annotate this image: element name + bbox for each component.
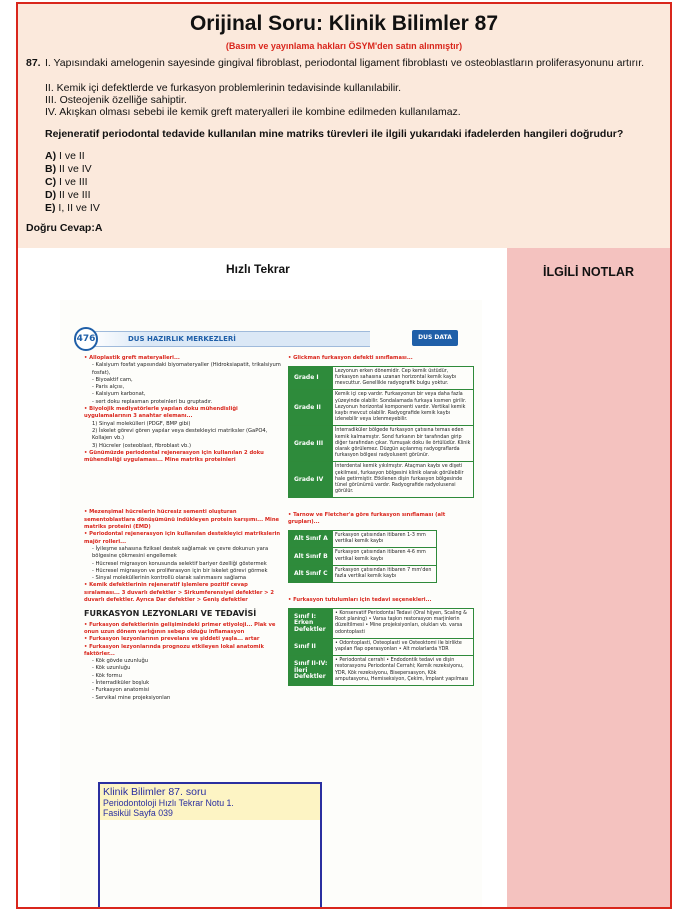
- review-title: Hızlı Tekrar: [226, 262, 290, 276]
- book-line: • Kemik defektlerinin rejeneratif işlemlere pozitif cevap sıralaması... 3 duvarlı defektler > Sirkumferensiyel defektler > 2 duvarlı defektler. Ayrıca Dar defektler > Geniş defektler: [84, 582, 274, 604]
- statement-2: II. Kemik içi defektlerde ve furkasyon problemlerinin tedavisinde kullanılabilir.: [45, 82, 402, 94]
- book-line: 1) Sinyal molekülleri (PDGF, BMP gibi): [92, 420, 191, 427]
- callout-line-3: Fasikül Sayfa 039: [103, 808, 173, 818]
- question-panel: [18, 4, 670, 248]
- row-description: Furkasyon çatısından itibaren 1-3 mm vertikal kemik kaybı: [333, 531, 437, 548]
- book-line: - Paris alçısı,: [92, 384, 125, 391]
- book-line: - Kök gövde uzunluğu: [92, 658, 149, 665]
- book-line: - Servikal mine projeksiyonları: [92, 694, 171, 701]
- page-frame: [16, 2, 672, 909]
- table-row: [289, 548, 437, 565]
- table-row: [289, 656, 474, 686]
- book-line: - Biyoaktif cam,: [92, 376, 133, 383]
- option-e: [45, 202, 100, 214]
- book-line: • Furkasyon defektlerinin gelişimindeki primer etiyoloji... Plak ve onun uzun dönem varlığının sebep olduğu inflamasyon: [84, 621, 276, 635]
- book-page-image: [60, 300, 482, 909]
- table-row: [289, 638, 474, 655]
- row-description: Furkasyon çatısından itibaren 4-6 mm vertikal kemik kaybı: [333, 548, 437, 565]
- row-description: Furkasyon çatısından itibaren 7 mm'den fazla vertikal kemik kaybı: [333, 565, 437, 582]
- glickman-title: • Glickman furkasyon defekti sınıflaması...: [288, 355, 413, 361]
- book-line: [84, 473, 284, 482]
- book-line: • Furkasyon lezyonlarının prevelans ve şiddeti yaşla... artar: [84, 636, 260, 643]
- table-row: [289, 390, 474, 426]
- callout-line-1: Klinik Bilimler 87. soru: [103, 786, 207, 798]
- correct-answer: Doğru Cevap:A: [26, 222, 103, 234]
- book-line: • Mezenşimal hücrelerin hücresiz sementi oluşturan sementoblastlara dönüşümünü indükleyen protein karışımı... Mine matriks proteini (EMD): [84, 509, 280, 531]
- row-grade: Alt Sınıf B: [289, 548, 333, 565]
- book-line: [84, 491, 284, 500]
- book-line: [84, 464, 284, 473]
- tarnow-title: • Tarnow ve Fletcher'a göre furkasyon sınıflaması (alt grupları)...: [288, 512, 446, 526]
- row-grade: Grade IV: [289, 462, 333, 498]
- option-text: I, II ve IV: [55, 202, 100, 214]
- glickman-table: [288, 366, 474, 499]
- row-grade: Alt Sınıf A: [289, 531, 333, 548]
- notes-title: İLGİLİ NOTLAR: [543, 265, 634, 279]
- option-letter: D): [45, 189, 57, 201]
- book-header: DUS HAZIRLIK MERKEZLERİ: [90, 331, 370, 347]
- row-grade: Grade I: [289, 366, 333, 390]
- row-description: • Konservatif Periodontal Tedavi (Oral hijyen, Scaling & Root planing) • Varsa taşkın restorasyon marjinlerin düzeltilmesi • Mine projeksiyonları, olukları vb. varsa odontoplasti: [333, 609, 474, 639]
- callout-label: [100, 784, 320, 820]
- book-page-number: 476: [74, 327, 98, 351]
- option-letter: B): [45, 163, 57, 175]
- book-line: - Sinyal moleküllerinin kontrollü olarak salınmasını sağlama: [92, 575, 247, 582]
- copyright-note: (Basım ve yayınlama hakları ÖSYM'den satın alınmıştır): [225, 41, 463, 51]
- treatment-title: • Furkasyon tutulumları için tedavi seçenekleri...: [288, 597, 432, 604]
- option-c: [45, 176, 88, 188]
- book-line: • Alloplastik greft materyalleri...: [84, 355, 180, 361]
- statement-3: III. Osteojenik özelliğe sahiptir.: [45, 94, 187, 106]
- book-line: - Kök uzunluğu: [92, 665, 131, 672]
- book-left-column: [84, 355, 284, 702]
- table-row: [289, 609, 474, 639]
- statement-1: I. Yapısındaki amelogenin sayesinde gingival fibroblast, periodontal ligament fibroblastı ve osteoblastların proliferasyonunu artırır.: [45, 57, 645, 69]
- book-line: - Hücresel migrasyon ve proliferasyon için bir iskelet görevi görmek: [92, 567, 268, 574]
- row-grade: Grade III: [289, 426, 333, 462]
- book-line: - Kök formu: [92, 672, 122, 679]
- row-grade: Sınıf II: [289, 638, 333, 655]
- book-line: 3) Hücreler (osteoblast, fibroblast vb.): [92, 442, 191, 449]
- row-description: • Periodontal cerrahi • Endodontik tedavi ve dişin restorasyonu Periodontal Cerrahi; Kemik rezeksiyonu, YDR, Kök rezeksiyonu, Bisepersasyon, Kök amputasyonu, Hemiseksiyon, Çekim, İmplant yapılması: [333, 656, 474, 686]
- option-letter: E): [45, 202, 56, 214]
- row-grade: Alt Sınıf C: [289, 565, 333, 582]
- book-line: - sert doku replasman proteinleri bu gruptadır.: [92, 398, 213, 405]
- book-line: - İnterradiküler boşluk: [92, 679, 150, 686]
- tarnow-table: [288, 530, 437, 583]
- treatment-table: [288, 608, 474, 686]
- option-letter: C): [45, 176, 57, 188]
- table-row: [289, 426, 474, 462]
- book-line: • Periodontal rejenerasyon için kullanılan destekleyici matrikslerin majör rolleri...: [84, 531, 281, 545]
- option-letter: A): [45, 150, 57, 162]
- row-grade: Grade II: [289, 390, 333, 426]
- book-line: - Furkasyon anatomisi: [92, 687, 150, 694]
- callout-line-2: Periodontoloji Hızlı Tekrar Notu 1.: [103, 798, 234, 808]
- book-line: • Biyolojik mediyatörlerle yapılan doku mühendisliği uygulamalarının 3 anahtar elemanı...: [84, 406, 238, 420]
- option-d: [45, 189, 91, 201]
- statement-4: IV. Akışkan olması sebebi ile kemik greft materyalleri ile kombine edilmeden kullanılamaz.: [45, 106, 461, 118]
- section-heading: FURKASYON LEZYONLARI VE TEDAVİSİ: [84, 609, 257, 619]
- row-description: İnterdental kemik yıkılmıştır. Ataçman kaybı ve dişeti çekilmesi, furkasyon bölgesini klinik olarak görülebilir hale getirmiştir. Etkilenen dişin furkasyon bölgesinde tünel görünümü vardır. Radyografide radyolusensi görülür.: [333, 462, 474, 498]
- row-grade: Sınıf I: Erken Defektler: [289, 609, 333, 639]
- question-text: Rejeneratif periodontal tedavide kullanılan mine matriks türevleri ile ilgili yukarıdaki ifadelerden hangileri doğrudur?: [45, 128, 624, 140]
- question-number: 87.: [26, 57, 41, 69]
- book-line: • Günümüzde periodontal rejenerasyon için kullanılan 2 doku mühendisliği uygulaması... Mine matriks proteinleri: [84, 449, 264, 464]
- option-b: [45, 163, 92, 175]
- option-a: [45, 150, 85, 162]
- row-grade: Sınıf II-IV: İleri Defektler: [289, 656, 333, 686]
- row-description: • Odontoplasti, Osteoplasti ve Osteoktomi ile birlikte yapılan flap operasyonları • Alt molarlarda YDR: [333, 638, 474, 655]
- option-text: I ve II: [56, 150, 85, 162]
- book-line: • Furkasyon lezyonlarında prognozu etkileyen lokal anatomik faktörler...: [84, 643, 264, 657]
- table-row: [289, 565, 437, 582]
- row-description: İnterradiküler bölgede furkasyon çatısına temas eden kemik kalmamıştır. Sond furkanın bir tarafından girip diğer tarafından çıkar. Yumuşak doku ile örtülüdür. Klinik olarak görülemez. Düzgün açılanmış radyograflarda furkasyon bölgesi radyolusent görünür.: [333, 426, 474, 462]
- callout-box: [98, 782, 322, 909]
- table-row: [289, 462, 474, 498]
- notes-panel: [507, 248, 670, 909]
- book-line: - Kalsiyum fosfat yapısındaki biyomateryaller (Hidroksiapatit, trikalsiyum fosfat),: [92, 362, 281, 376]
- book-logo: DUS DATA: [412, 330, 458, 346]
- page-title: Orijinal Soru: Klinik Bilimler 87: [189, 12, 499, 35]
- book-line: [84, 482, 284, 491]
- book-line: 2) İskelet görevi gören yapılar veya destekleyici matriksler (GaPO4, Kollajen vb.): [92, 427, 268, 442]
- table-row: [289, 366, 474, 390]
- book-line: [84, 500, 284, 509]
- book-right-column: [288, 355, 474, 686]
- option-text: I ve III: [56, 176, 88, 188]
- book-line: - Hücresel migrasyon konusunda selektif bariyer özelliği göstermek: [92, 560, 267, 567]
- table-row: [289, 531, 437, 548]
- book-line: - İyileşme sahasına fiziksel destek sağlamak ve çevre dokunun yara bölgesine çökmesini engellemek: [92, 545, 269, 560]
- book-line: - Kalsiyum karbonat,: [92, 391, 146, 398]
- option-text: II ve III: [56, 189, 91, 201]
- option-text: II ve IV: [56, 163, 92, 175]
- row-description: Kemik içi cep vardır. Furkasyonun bir veya daha fazla yüzeyinde olabilir. Sondalamada furkaya kısmen girilir. Lezyonun horizontal komponenti vardır. Vertikal kemik kaybı mevcut olabilir. Radyografide kemik kaybı izlenebilir veya izlenmeyebilir.: [333, 390, 474, 426]
- row-description: Lezyonun erken dönemidir. Cep kemik üstüdür, furkasyon sahasına uzanan horizontal kemik kaybı mevcuttur. Genellikle radyografik bulgu yoktur.: [333, 366, 474, 390]
